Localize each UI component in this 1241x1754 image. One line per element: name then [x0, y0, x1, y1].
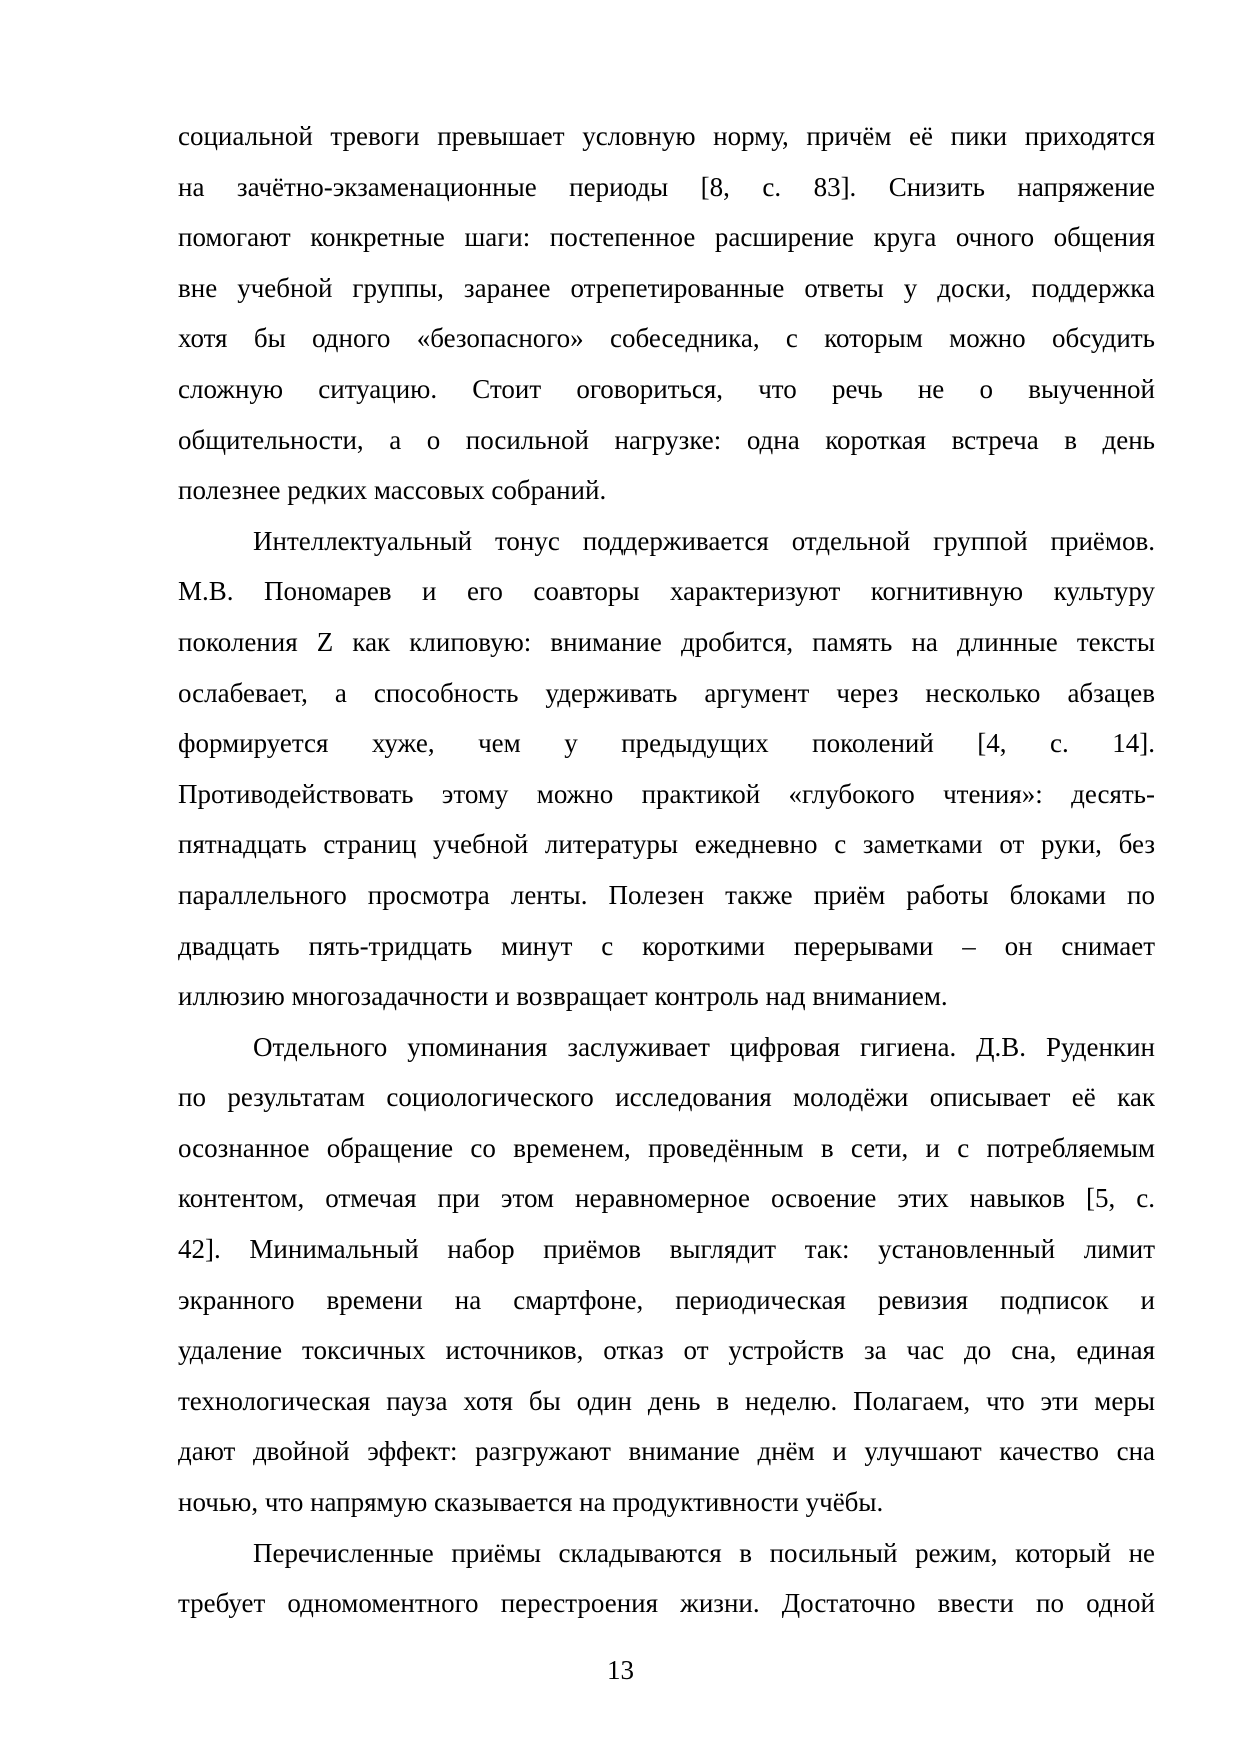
text-line: формируется хуже, чем у предыдущих поколений [4, с. 14].	[178, 728, 1155, 759]
text-line: сложную ситуацию. Стоит оговориться, что речь не о выученной	[178, 373, 1155, 404]
text-line: Противодействовать этому можно практикой «глубокого чтения»: десять-	[178, 778, 1155, 809]
text-line: социальной тревоги превышает условную норму, причём её пики приходятся	[178, 121, 1155, 151]
text-line: помогают конкретные шаги: постепенное расширение круга очного общения	[178, 222, 1155, 253]
document-body	[178, 111, 1155, 1629]
text-line: общительности, а о посильной нагрузке: одна короткая встреча в день	[178, 424, 1155, 455]
text-line: параллельного просмотра ленты. Полезен также приём работы блоками по	[178, 879, 1155, 910]
paragraph-first-line: Перечисленные приёмы складываются в посильный режим, который не	[253, 1537, 1155, 1568]
text-line: контентом, отмечая при этом неравномерное освоение этих навыков [5, с.	[178, 1183, 1155, 1214]
text-line: вне учебной группы, заранее отрепетированные ответы у доски, поддержка	[178, 272, 1155, 303]
paragraph-first-line: Интеллектуальный тонус поддерживается отдельной группой приёмов.	[253, 525, 1155, 556]
text-line: дают двойной эффект: разгружают внимание днём и улучшают качество сна	[178, 1436, 1155, 1467]
text-line: осознанное обращение со временем, проведённым в сети, и с потребляемым	[178, 1132, 1155, 1163]
text-line: требует одномоментного перестроения жизни. Достаточно ввести по одной	[178, 1588, 1155, 1619]
text-line: иллюзию многозадачности и возвращает контроль над вниманием.	[178, 981, 948, 1012]
text-line: экранного времени на смартфоне, периодическая ревизия подписок и	[178, 1284, 1155, 1315]
text-line: полезнее редких массовых собраний.	[178, 475, 607, 506]
text-line: ослабевает, а способность удерживать аргумент через несколько абзацев	[178, 677, 1155, 708]
page-number: 13	[607, 1655, 634, 1685]
text-line: удаление токсичных источников, отказ от устройств за час до сна, единая	[178, 1335, 1155, 1366]
text-line: пятнадцать страниц учебной литературы ежедневно с заметками от руки, без	[178, 829, 1155, 860]
text-line: хотя бы одного «безопасного» собеседника, с которым можно обсудить	[178, 323, 1155, 354]
text-line: М.В. Пономарев и его соавторы характеризуют когнитивную культуру	[178, 576, 1155, 607]
text-line: поколения Z как клиповую: внимание дробится, память на длинные тексты	[178, 626, 1155, 657]
text-line: ночью, что напрямую сказывается на продуктивности учёбы.	[178, 1487, 884, 1518]
text-line: по результатам социологического исследования молодёжи описывает её как	[178, 1082, 1155, 1113]
text-line: технологическая пауза хотя бы один день в неделю. Полагаем, что эти меры	[178, 1385, 1155, 1416]
text-line: двадцать пять-тридцать минут с короткими перерывами – он снимает	[178, 930, 1155, 961]
text-line: 42]. Минимальный набор приёмов выглядит так: установленный лимит	[178, 1234, 1155, 1265]
paragraph-first-line: Отдельного упоминания заслуживает цифровая гигиена. Д.В. Руденкин	[253, 1031, 1155, 1062]
text-line: на зачётно-экзаменационные периоды [8, с. 83]. Снизить напряжение	[178, 171, 1155, 202]
